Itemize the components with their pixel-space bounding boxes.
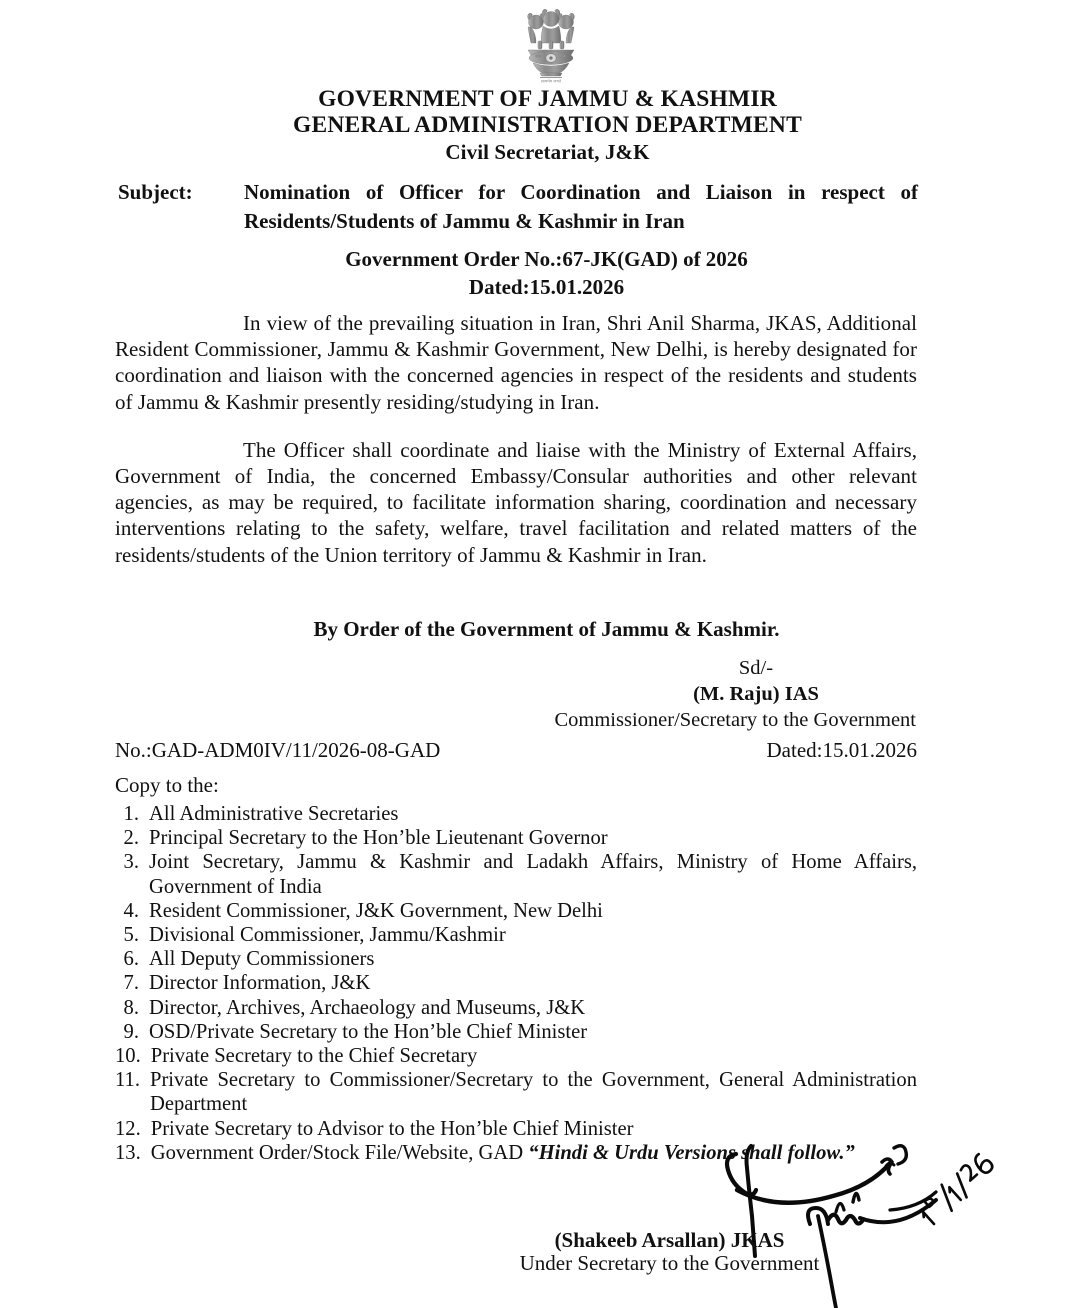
signature-bottom-name: (Shakeeb Arsallan) JKAS [554, 1228, 785, 1252]
list-item-text: Principal Secretary to the Hon’ble Lieutenant Governor [149, 827, 608, 850]
state-emblem-of-india-icon [522, 6, 580, 84]
emblem-container [0, 6, 1079, 84]
list-item [115, 802, 917, 826]
list-item-number: 4. [123, 899, 139, 922]
list-item-text: Private Secretary to the Chief Secretary [150, 1045, 478, 1068]
list-item-number: 7. [123, 972, 139, 995]
reference-date: Dated:15.01.2026 [766, 738, 917, 762]
list-item-text: Private Secretary to Advisor to the Hon’ble Chief Minister [150, 1117, 634, 1140]
list-item-text: All Deputy Commissioners [149, 948, 375, 971]
list-item-number: 12. [115, 1117, 141, 1140]
list-item [115, 947, 917, 971]
list-item-number: 8. [123, 996, 139, 1019]
list-item-text: Director Information, J&K [149, 972, 371, 995]
signature-bottom-designation: Under Secretary to the Government [519, 1251, 820, 1275]
list-item-number: 2. [123, 827, 139, 850]
list-item-number: 3. [123, 851, 139, 874]
copy-to-list [115, 802, 917, 1165]
list-item-number: 6. [123, 948, 139, 971]
copy-to-label: Copy to the: [115, 773, 219, 797]
list-item-text: All Administrative Secretaries [149, 803, 399, 825]
list-item-number: 5. [123, 924, 139, 947]
list-item [115, 1117, 917, 1141]
list-item [115, 850, 917, 898]
by-order-line: By Order of the Government of Jammu & Kashmir. [313, 617, 780, 641]
list-item-number: 9. [123, 1020, 139, 1043]
list-item-number: 13. [115, 1141, 141, 1164]
subject-text: Nomination of Officer for Coordination and Liaison in respect of Residents/Students of Jammu & Kashmir in Iran [244, 180, 918, 233]
list-item [115, 899, 917, 923]
list-item [115, 1068, 917, 1116]
list-item-number: 1. [123, 803, 139, 825]
reference-row [115, 736, 917, 764]
body-paragraph-1: In view of the prevailing situation in Iran, Shri Anil Sharma, JKAS, Additional Resident Commissioner, Jammu & Kashmir Government, New Delhi, is hereby designated for coordination and liaison with the concerned agencies in respect of the residents and students of Jammu & Kashmir presently residing/studying in Iran. [115, 311, 917, 414]
document-header [0, 86, 1079, 166]
body-paragraph-2: The Officer shall coordinate and liaise with the Ministry of External Affairs, Government of India, the concerned Embassy/Consular authorities and other relevant agencies, as may be required, to facilitate information sharing, coordination and necessary interventions relating to the safety, welfare, travel facilitation and related matters of the residents/students of the Union territory of Jammu & Kashmir in Iran. [115, 437, 917, 567]
signature-sd: Sd/- [738, 657, 774, 679]
header-line-department: GENERAL ADMINISTRATION DEPARTMENT [293, 112, 802, 138]
order-number-block [0, 245, 1079, 301]
list-item-text: Resident Commissioner, J&K Government, New Delhi [149, 899, 603, 922]
order-date: Dated:15.01.2026 [468, 275, 625, 299]
list-item-text: Joint Secretary, Jammu & Kashmir and Ladakh Affairs, Ministry of Home Affairs, Government of India [149, 851, 917, 898]
list-item-text: Director, Archives, Archaeology and Museums, J&K [149, 996, 586, 1019]
list-item-text-emphasis: “Hindi & Urdu Versions shall follow.” [528, 1141, 855, 1164]
signature-name: (M. Raju) IAS [693, 683, 819, 705]
list-item-text: OSD/Private Secretary to the Hon’ble Chief Minister [149, 1020, 588, 1043]
list-item [115, 826, 917, 850]
list-item [115, 1141, 917, 1165]
list-item [115, 996, 917, 1020]
document-body [115, 310, 917, 590]
list-item-text [151, 1141, 917, 1165]
reference-number: No.:GAD-ADM0IV/11/2026-08-GAD [115, 738, 441, 762]
header-line-government: GOVERNMENT OF JAMMU & KASHMIR [318, 86, 777, 112]
header-line-secretariat: Civil Secretariat, J&K [445, 140, 650, 164]
list-item-text: Private Secretary to Commissioner/Secretary to the Government, General Administration Department [149, 1069, 917, 1116]
list-item [115, 1020, 917, 1044]
emblem-motto: सत्यमेव जयते [540, 78, 561, 84]
order-number: Government Order No.:67-JK(GAD) of 2026 [345, 247, 748, 271]
list-item-text-plain: Government Order/Stock File/Website, GAD [150, 1141, 529, 1164]
signature-designation: Commissioner/Secretary to the Government [554, 709, 916, 731]
list-item-number: 11. [115, 1069, 140, 1092]
list-item-number: 10. [115, 1045, 141, 1068]
list-item [115, 923, 917, 947]
list-item [115, 1044, 917, 1068]
signature-block-top [596, 655, 916, 707]
subject-row [118, 178, 918, 236]
list-item [115, 971, 917, 995]
subject-label: Subject: [118, 180, 193, 204]
list-item-text: Divisional Commissioner, Jammu/Kashmir [149, 924, 506, 947]
